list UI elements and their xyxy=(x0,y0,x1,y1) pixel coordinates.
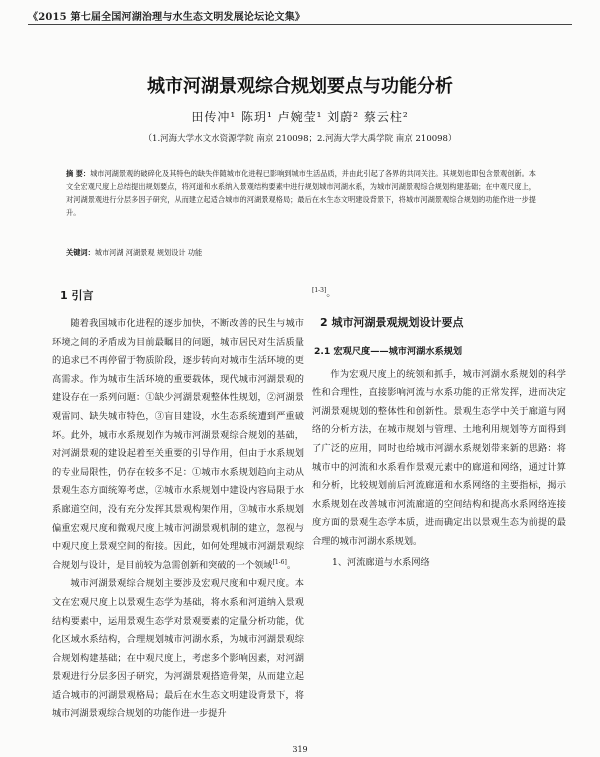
intro-paragraph-2-end: 。 xyxy=(326,288,336,299)
paper-title: 城市河湖景观综合规划要点与功能分析 xyxy=(147,76,453,97)
citation: [1-6] xyxy=(272,558,287,566)
abstract-text: 城市河湖景观的破碎化及其特色的缺失伴随城市化进程已影响到城市生活品质，并由此引起了各界的共同关注。其规划也即包含景观创新。本文全宏观尺度上总结提出规划要点，将河道和水系纳入景观结构要素中进行规划城市河湖水系，为城市河湖景观综合规划构建基础；在中观尺度上，对河湖景观进行分层多因子研究，从而建立起适合城市的河湖景观格局；最后在水生态文明建设背景下，将城市河湖景观综合规划的功能作进一步提升。 xyxy=(66,169,536,217)
intro-paragraph-1 xyxy=(52,315,304,575)
keywords-text: 城市河湖 河湖景观 规划设计 功能 xyxy=(94,248,203,257)
list-item-corridor-network: 1、河流廊道与水系网络 xyxy=(332,556,430,568)
citation: [1-3] xyxy=(312,286,327,294)
abstract-label: 摘 要： xyxy=(66,169,91,178)
keywords-label: 关键词： xyxy=(66,248,95,257)
left-column xyxy=(52,285,304,724)
section2-paragraph-1: 作为宏观尺度上的统领和抓手，城市河湖水系规划的科学性和合理性，直接影响河流与水系功能的正常发挥，进而决定河湖景观规划的整体性和创新性。景观生态学中关于廊道与网络的分析方法，在城市规划与管理、土地利用规划等方面得到了广泛的应用，同时也给城市河湖水系规划带来新的思路：将城市中的河流和水系看作景观元素中的廊道和网络，通过计算和分析，比较规划前后河流廊道和水系网络的主要指标，揭示水系规划在改善城市河流廊道的空间结构和提高水系网络连接度方面的景观生态学本质，进而确定出以景观生态为前提的最合理的城市河湖水系规划。 xyxy=(312,368,566,547)
intro-paragraph-2-continued xyxy=(312,285,566,304)
right-column xyxy=(312,285,566,572)
affiliation: （1.河海大学水文水资源学院 南京 210098；2.河海大学大禹学院 南京 210098） xyxy=(143,134,457,144)
subsection-heading-macro: 2.1 宏观尺度——城市河湖水系规划 xyxy=(314,345,463,357)
intro-paragraph-2-rest xyxy=(312,285,566,304)
section-heading-introduction: 1 引言 xyxy=(60,289,94,302)
intro-paragraph-2 xyxy=(52,575,304,724)
intro-paragraph-1-text: 随着我国城市化进程的逐步加快，不断改善的民生与城市环境之间的矛盾成为目前最瞩目的问题，城市居民对生活质量的追求已不再停留于物质阶段，逐步转向对城市生活环境的更高需求。作为城市生活环境的重要载体，现代城市河湖景观的建设存在一系列问题：①缺少河湖景观整体性规划，②河湖景观雷同、缺失城市特色，③盲目建设，水生态系统遭到严重破坏。此外，城市水系规划作为城市河湖景观综合规划的基础，对河湖景观的建设起着至关重要的引导作用，但由于水系规划的专业局限性，仍存在较多不足：①城市水系规划趋向主动从景观生态方面统筹考虑，②城市水系规划中建设内容局限于水系廊道空间，没有充分发挥其景观构架作用，③城市水系规划偏重宏观尺度和微观尺度上城市河湖景观机制的建立，忽视与中观尺度上景观空间的衔接。因此，如何处理城市河湖景观综合规划与设计，是目前较为急需创新和突破的一个领域 xyxy=(52,318,304,571)
intro-paragraph-1-end: 。 xyxy=(286,559,297,571)
header-rule xyxy=(28,24,572,25)
intro-paragraph-2-text: 城市河湖景观综合规划主要涉及宏观尺度和中观尺度。本文在宏观尺度上以景观生态学为基础，将水系和河道纳入景观结构要素中，运用景观生态学对景观要素的定量分析功能，优化区域水系结构，合理规划城市河湖水系，为城市河湖景观综合规划构建基础；在中观尺度上，考虑多个影响因素，对河湖景观进行分层多因子研究，为河湖景观搭造骨架，从而建立起适合城市的河湖景观格局；最后在水生态文明建设背景下，将城市河湖景观综合规划的功能作进一步提升 xyxy=(52,578,304,720)
abstract xyxy=(66,167,536,219)
author-list: 田传冲¹ 陈玥¹ 卢婉莹¹ 刘蔚² 蔡云柱² xyxy=(191,110,409,124)
keywords xyxy=(66,248,536,258)
running-header: 《2015 第七届全国河湖治理与水生态文明发展论坛论文集》 xyxy=(28,12,306,23)
page-number: 319 xyxy=(292,745,308,754)
section-heading-design-points: 2 城市河湖景观规划设计要点 xyxy=(320,315,464,329)
